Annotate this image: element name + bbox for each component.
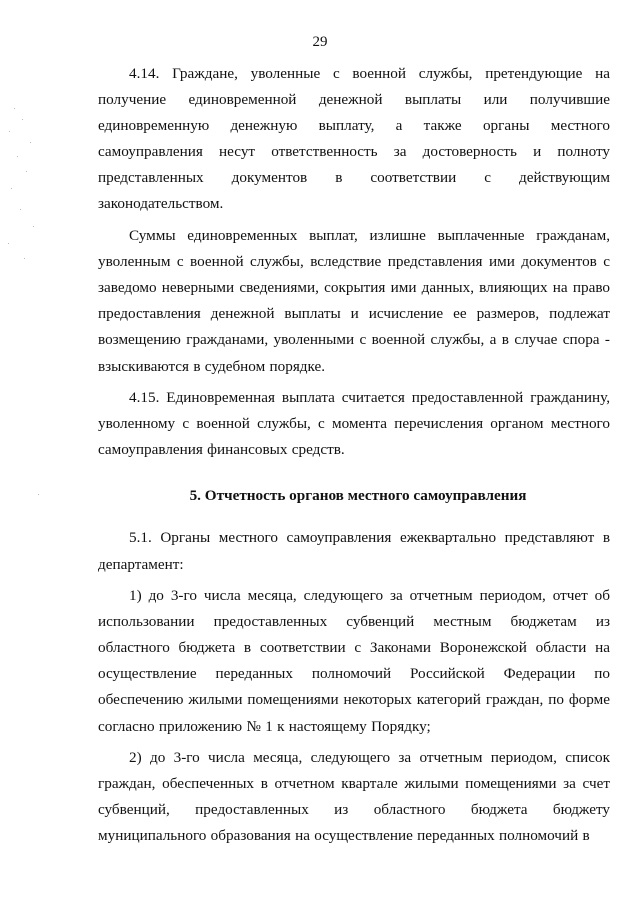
paragraph-5-1-item-1: 1) до 3-го числа месяца, следующего за отчетным периодом, отчет об использовании предоставленных субвенций местным бюджетам из областного бюджета в соответствии с Законами Воронежской области на осуществление переданных полномочий Российской Федерации по обеспечению жилыми помещениями некоторых категорий граждан, по форме согласно приложению № 1 к настоящему Порядку; (98, 587, 610, 735)
paragraph-5-1: 5.1. Органы местного самоуправления ежеквартально представляют в департамент: (98, 529, 610, 573)
paragraph-5-1-item-2: 2) до 3-го числа месяца, следующего за отчетным периодом, список граждан, обеспеченных в отчетном квартале жилыми помещениями за счет субвенций, предоставленных из областного бюджета бюджету муниципального образования на осуществление переданных полномочий в (98, 749, 610, 845)
section-5-heading: 5. Отчетность органов местного самоуправления (189, 487, 527, 505)
paragraph-4-14: 4.14. Граждане, уволенные с военной службы, претендующие на получение единовременной денежной выплаты или получившие единовременную денежную выплату, а также органы местного самоуправления несут ответственность за достоверность и полноту представленных документов в соответствии с действующим законодательством. (98, 65, 610, 213)
page-number: 29 (312, 34, 328, 50)
document-body (98, 61, 610, 855)
paragraph-repayment: Суммы единовременных выплат, излишне выплаченные гражданам, уволенным с военной службы, вследствие представления ими документов с заведомо неверными сведениями, сокрытия ими данных, влияющих на право предоставления денежной выплаты и исчисление ее размеров, подлежат возмещению гражданами, уволенными с военной службы, а в случае спора - взыскиваются в судебном порядке. (98, 227, 610, 375)
paragraph-4-15: 4.15. Единовременная выплата считается предоставленной гражданину, уволенному с военной службы, с момента перечисления органом местного самоуправления финансовых средств. (98, 389, 610, 459)
scan-artifacts (0, 0, 60, 905)
